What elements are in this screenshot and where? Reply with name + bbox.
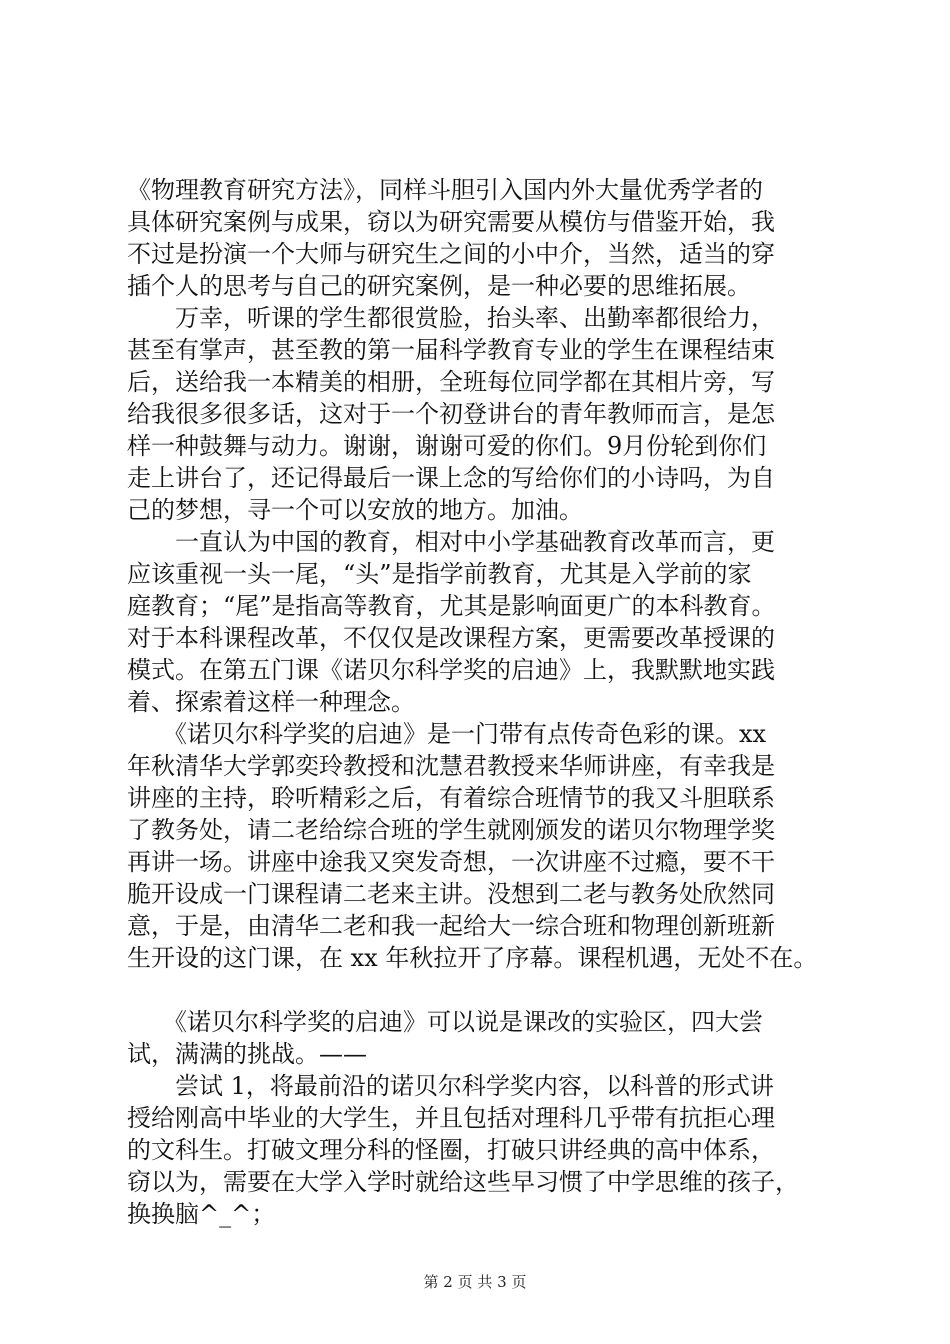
text-line: 着、探索着这样一种理念。	[127, 688, 415, 716]
text-line: 应该重视一头一尾，“头”是指学前教育，尤其是入学前的家	[127, 560, 752, 588]
text-line: 尝试 1，将最前沿的诺贝尔科学奖内容，以科普的形式讲	[127, 1072, 774, 1100]
text-line: 不过是扮演一个大师与研究生之间的小中介，当然，适当的穿	[127, 240, 775, 268]
text-line: 甚至有掌声，甚至教的第一届科学教育专业的学生在课程结束	[127, 336, 775, 364]
text-line: 意，于是，由清华二老和我一起给大一综合班和物理创新班新	[127, 912, 775, 940]
text-line: 插个人的思考与自己的研究案例，是一种必要的思维拓展。	[127, 272, 751, 300]
text-line: 给我很多很多话，这对于一个初登讲台的青年教师而言，是怎	[127, 400, 775, 428]
page-number: 第 2 页 共 3 页	[423, 1273, 527, 1291]
text-line: 授给刚高中毕业的大学生，并且包括对理科几乎带有抗拒心理	[127, 1104, 775, 1132]
text-line: 后，送给我一本精美的相册，全班每位同学都在其相片旁，写	[127, 368, 775, 396]
text-line: 样一种鼓舞与动力。谢谢，谢谢可爱的你们。9月份轮到你们	[127, 432, 767, 460]
text-line: 试，满满的挑战。——	[127, 1040, 367, 1068]
text-line: 年秋清华大学郭奕玲教授和沈慧君教授来华师讲座，有幸我是	[127, 752, 775, 780]
text-line: 了教务处，请二老给综合班的学生就刚颁发的诺贝尔物理学奖	[127, 816, 775, 844]
text-line: 己的梦想，寻一个可以安放的地方。加油。	[127, 496, 583, 524]
document-body	[127, 174, 847, 1230]
text-line: 庭教育；“尾”是指高等教育，尤其是影响面更广的本科教育。	[127, 592, 776, 620]
text-line: 生开设的这门课，在 xx 年秋拉开了序幕。课程机遇，无处不在。	[127, 944, 818, 972]
text-line: 万幸，听课的学生都很赏脸，抬头率、出勤率都很给力，	[127, 304, 775, 332]
text-line: 走上讲台了，还记得最后一课上念的写给你们的小诗吗，为自	[127, 464, 775, 492]
text-line: 窃以为，需要在大学入学时就给这些早习惯了中学思维的孩子，	[127, 1168, 799, 1196]
text-line: 《物理教育研究方法》，同样斗胆引入国内外大量优秀学者的	[127, 176, 763, 204]
text-line: 一直认为中国的教育，相对中小学基础教育改革而言，更	[127, 528, 775, 556]
text-line: 模式。在第五门课《诺贝尔科学奖的启迪》上，我默默地实践	[127, 656, 775, 684]
text-line: 具体研究案例与成果，窃以为研究需要从模仿与借鉴开始，我	[127, 208, 775, 236]
text-line: 讲座的主持，聆听精彩之后，有着综合班情节的我又斗胆联系	[127, 784, 775, 812]
text-line: 的文科生。打破文理分科的怪圈，打破只讲经典的高中体系，	[127, 1136, 775, 1164]
text-line: 《诺贝尔科学奖的启迪》可以说是课改的实验区，四大尝	[127, 1008, 763, 1036]
text-line: 脆开设成一门课程请二老来主讲。没想到二老与教务处欣然同	[127, 880, 775, 908]
text-line: 再讲一场。讲座中途我又突发奇想，一次讲座不过瘾，要不干	[127, 848, 775, 876]
text-line: 换换脑^_^；	[127, 1200, 276, 1228]
text-line: 对于本科课程改革，不仅仅是改课程方案，更需要改革授课的	[127, 624, 775, 652]
paragraph-gap	[127, 974, 847, 1006]
page-footer	[0, 1272, 950, 1292]
text-line: 《诺贝尔科学奖的启迪》是一门带有点传奇色彩的课。xx	[127, 720, 767, 748]
